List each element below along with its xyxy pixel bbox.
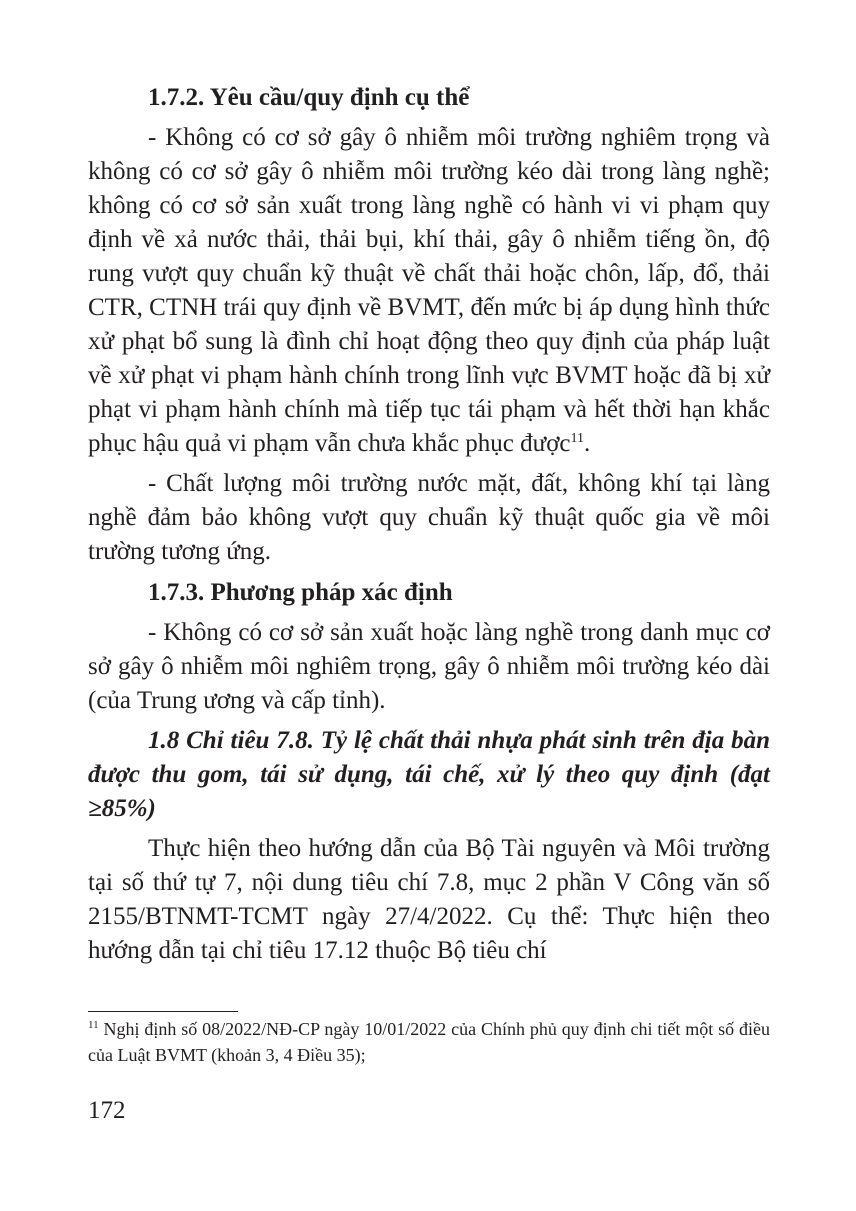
section-heading-1-8: 1.8 Chỉ tiêu 7.8. Tỷ lệ chất thải nhựa phát sinh trên địa bàn được thu gom, tái sử dụng, tái chế, xử lý theo quy định (đạt ≥85%): [88, 727, 770, 822]
paragraph-text: - Không có cơ sở gây ô nhiễm môi trường nghiêm trọng và không có cơ sở gây ô nhiễm môi trường kéo dài trong làng nghề; không có cơ sở sản xuất trong làng nghề có hành vi vi phạm quy định về xả nước thải, thải bụi, khí thải, gây ô nhiễm tiếng ồn, độ rung vượt quy chuẩn kỹ thuật về chất thải hoặc chôn, lấp, đổ, thải CTR, CTNH trái quy định về BVMT, đến mức bị áp dụng hình thức xử phạt bổ sung là đình chỉ hoạt động theo quy định của pháp luật về xử phạt vi phạm hành chính trong lĩnh vực BVMT hoặc đã bị xử phạt vi phạm hành chính mà tiếp tục tái phạm và hết thời hạn khắc phục hậu quả vi phạm vẫn chưa khắc phục được: [88, 124, 770, 457]
section-heading-1-7-3: 1.7.3. Phương pháp xác định: [148, 579, 453, 606]
page-number: 172: [88, 1097, 126, 1124]
section-heading-1-7-2: 1.7.2. Yêu cầu/quy định cụ thể: [148, 84, 470, 111]
paragraph-1-8-a: Thực hiện theo hướng dẫn của Bộ Tài nguyên và Môi trường tại số thứ tự 7, nội dung tiêu chí 7.8, mục 2 phần V Công văn số 2155/BTNMT-TCMT ngày 27/4/2022. Cụ thể: Thực hiện theo hướng dẫn tại chỉ tiêu 17.12 thuộc Bộ tiêu chí: [88, 835, 770, 964]
page-body: [88, 80, 770, 974]
paragraph-1-7-3-a: - Không có cơ sở sản xuất hoặc làng nghề trong danh mục cơ sở gây ô nhiễm môi nghiêm trọng, gây ô nhiễm môi trường kéo dài (của Trung ương và cấp tỉnh).: [88, 619, 770, 714]
paragraph-1-7-2-a: [88, 121, 770, 461]
footnote-11: [88, 1016, 770, 1068]
footnote-number: 11: [88, 1019, 99, 1031]
footnote-text: Nghị định số 08/2022/NĐ-CP ngày 10/01/2022 của Chính phủ quy định chi tiết một số điều của Luật BVMT (khoản 3, 4 Điều 35);: [88, 1019, 770, 1065]
paragraph-end: .: [584, 430, 591, 457]
paragraph-1-7-2-b: - Chất lượng môi trường nước mặt, đất, không khí tại làng nghề đảm bảo không vượt quy chuẩn kỹ thuật quốc gia về môi trường tương ứng.: [88, 470, 770, 565]
footnote-reference: 11: [570, 431, 585, 446]
footnote-divider: [88, 1011, 238, 1012]
